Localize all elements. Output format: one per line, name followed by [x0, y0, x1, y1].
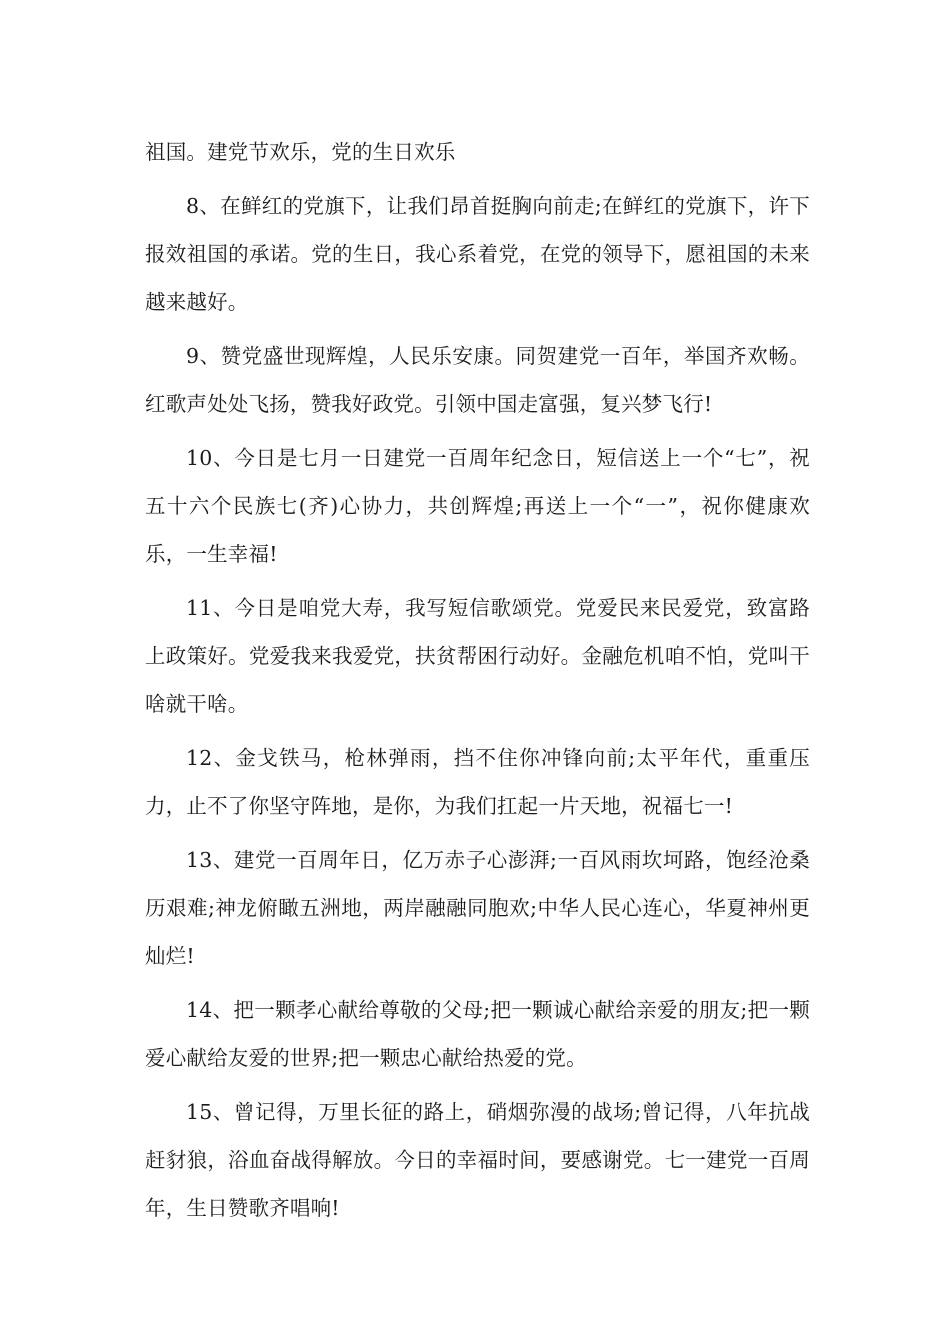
paragraph-15: 15、曾记得，万里长征的路上，硝烟弥漫的战场;曾记得，八年抗战赶豺狼，浴血奋战得解放。今日的幸福时间，要感谢党。七一建党一百周年，生日赞歌齐唱响! [145, 1100, 810, 1220]
paragraph-10: 10、今日是七月一日建党一百周年纪念日，短信送上一个“七”，祝五十六个民族七(齐)心协力，共创辉煌;再送上一个“一”，祝你健康欢乐，一生幸福! [145, 446, 810, 566]
document-body [145, 128, 810, 1238]
paragraph-14: 14、把一颗孝心献给尊敬的父母;把一颗诚心献给亲爱的朋友;把一颗爱心献给友爱的世界;把一颗忠心献给热爱的党。 [145, 998, 810, 1070]
paragraph-9: 9、赞党盛世现辉煌，人民乐安康。同贺建党一百年，举国齐欢畅。红歌声处处飞扬，赞我好政党。引领中国走富强，复兴梦飞行! [145, 344, 810, 416]
paragraph-13: 13、建党一百周年日，亿万赤子心澎湃;一百风雨坎坷路，饱经沧桑历艰难;神龙俯瞰五洲地，两岸融融同胞欢;中华人民心连心，华夏神州更灿烂! [145, 848, 810, 968]
paragraph-12: 12、金戈铁马，枪林弹雨，挡不住你冲锋向前;太平年代，重重压力，止不了你坚守阵地，是你，为我们扛起一片天地，祝福七一! [145, 746, 810, 818]
paragraph-11: 11、今日是咱党大寿，我写短信歌颂党。党爱民来民爱党，致富路上政策好。党爱我来我爱党，扶贫帮困行动好。金融危机咱不怕，党叫干啥就干啥。 [145, 596, 810, 716]
paragraph-continuation: 祖国。建党节欢乐，党的生日欢乐 [145, 140, 456, 164]
paragraph-8: 8、在鲜红的党旗下，让我们昂首挺胸向前走;在鲜红的党旗下，许下报效祖国的承诺。党的生日，我心系着党，在党的领导下，愿祖国的未来越来越好。 [145, 194, 810, 314]
